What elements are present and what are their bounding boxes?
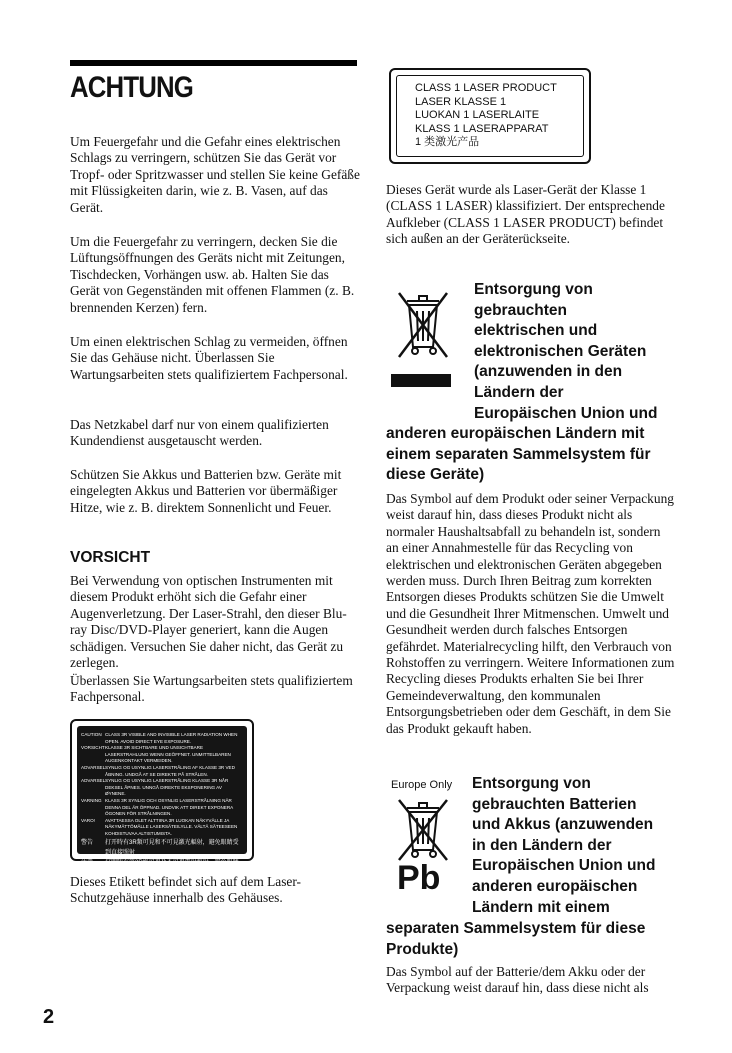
paragraph-powercord: Das Netzkabel darf nur von einem qualifizierten Kundendienst ausgetauscht werden. [70, 417, 329, 449]
label-caption: Dieses Etikett befindet sich auf dem Laser-Schutzgehäuse innerhalb des Gehäuses. [70, 874, 302, 906]
paragraph-ventilation: Um die Feuergefahr zu verringern, decken Sie die Lüftungsöffnungen des Geräts nicht mit Zeitungen, Tischdecken, Vorhängen usw. ab. Halten Sie das Gerät von Gegenständen mit offenen Flammen (z. B. brennenden Kerzen) fern. [70, 234, 355, 315]
title-rule [70, 60, 357, 66]
bin-underbar [391, 374, 451, 387]
crossed-bin-icon [393, 285, 453, 365]
laser-warning-label: CAUTION CLASS 3R VISIBLE AND INVISIBLE LASER RADIATION WHEN OPEN. AVOID DIRECT EYE EXPOSURE. VORSICHT KLASSE 3R SICHTBARE UND UNSICHTBARE LASERSTRAHLUNG WENN GEÖFFNET. UNMITTELBAREN AUGENKONTAKT VERMEIDEN. ADVARSEL SYNLIG OG USYNLIG LASERSTRÅLING AF KLASSE 3R VED ÅBNING. UNDGÅ AT SE DIREKTE PÅ STRÅLEN. ADVARSEL SYNLIG OG USYNLIG LASERSTRÅLING KLASSE 3R NÅR DEKSEL ÅPNES. UNNGÅ DIREKTE EKSPONERING AV ØYNENE. VARNING KLASS 3R SYNLIG OCH OSYNLIG LASERSTRÅLNING NÄR DENNA DEL ÄR ÖPPNAD. UNDVIK ATT DIREKT EXPONERA ÖGONEN FÖR STRÅLNINGEN. VARO! AVATTAESSA OLET ALTTIINA 3R LUOKAN NÄKYVÄLLE JA NÄKYMÄTTÖMÄLLE LASERSÄTEILYLLE. VÄLTÄ SÄTEESEEN KOHDISTUVAA ALTISTUMISTA. 警告 打开時有3R類可見和不可見激光輻射，避免眼睛受到直接照射 注意 打開時有第3R級可視及不可視雷射輻射，避免眼睛直接曝露 [70, 719, 254, 861]
europe-only-label: Europe Only [391, 779, 453, 791]
vorsicht-text-2: Überlassen Sie Wartungsarbeiten stets qualifiziertem Fachpersonal. [70, 673, 353, 705]
paragraph-fire: Um Feuergefahr und die Gefahr eines elektrischen Schlags zu verringern, schützen Sie das Gerät vor Tropf- oder Spritzwasser und stellen Sie keine Gefäße mit Flüssigkeiten darin, wie z. B. Vasen, auf das Gerät. [70, 134, 360, 215]
entsorgung1-text: Das Symbol auf dem Produkt oder seiner Verpackung weist darauf hin, dass dieses Produkt nicht als normaler Haushaltsabfall zu behandeln ist, sondern an einer Annahmestelle für das Recycling von elektrischen und elektronischen Geräten abgegeben werden muss. Durch Ihren Beitrag zum korrekten Entsorgen dieses Produkts schützen Sie die Umwelt und die Gesundheit Ihrer Mitmenschen. Umwelt und Gesundheit werden durch falsches Entsorgen gefährdet. Materialrecycling hilft, den Verbrauch von Rohstoffen zu verringern. Weitere Informationen zum Recycling dieses Produkts erhalten Sie bei Ihrer Gemeindeverwaltung, den kommunalen Entsorgungsbetrieben oder dem Geschäft, in dem Sie das Produkt gekauft haben. [386, 491, 675, 736]
crossed-battery-bin-icon [393, 794, 453, 866]
vorsicht-text: Bei Verwendung von optischen Instrumenten mit diesem Produkt erhöht sich die Gefahr einer Augenverletzung. Der Laser-Strahl, den dieser Blu-ray Disc/DVD-Player generiert, kann die Augen schädigen. Versuchen Sie daher nicht, das Gerät zu zerlegen. [70, 573, 347, 671]
paragraph-batteries: Schützen Sie Akkus und Batterien bzw. Geräte mit eingelegten Akkus und Batterien vor übermäßiger Hitze, wie z. B. direktem Sonnenlicht und Feuer. [70, 467, 342, 515]
entsorgung2-text: Das Symbol auf der Batterie/dem Akku oder der Verpackung weist darauf hin, dass diese nicht als [386, 964, 649, 996]
pb-symbol: Pb [397, 859, 441, 897]
entsorgung2-heading: Entsorgung von gebrauchten Batterien und Akkus (anzuwenden in den Ländern der Europäischen Union und anderen europäischen Ländern mit einem [472, 775, 656, 916]
entsorgung1-heading-cont: anderen europäischen Ländern mit einem separaten Sammelsystem für diese Geräte) [386, 425, 651, 484]
class1-laser-label: CLASS 1 LASER PRODUCT LASER KLASSE 1 LUOKAN 1 LASERLAITE KLASS 1 LASERAPPARAT 1 类激光产品 [389, 68, 591, 164]
vorsicht-heading: VORSICHT [70, 549, 151, 566]
entsorgung1-heading: Entsorgung von gebrauchten elektrischen und elektronischen Geräten (anzuwenden in den Ländern der Europäischen Union und [474, 281, 658, 422]
page-title: ACHTUNG [70, 71, 193, 104]
page-number: 2 [43, 1006, 55, 1028]
entsorgung2-heading-cont: separaten Sammelsystem für diese Produkte) [386, 920, 646, 958]
laser-class-text: Dieses Gerät wurde als Laser-Gerät der Klasse 1 (CLASS 1 LASER) klassifiziert. Der entsprechende Aufkleber (CLASS 1 LASER PRODUCT) befindet sich außen an der Geräterückseite. [386, 182, 665, 247]
paragraph-shock: Um einen elektrischen Schlag zu vermeiden, öffnen Sie das Gehäuse nicht. Überlassen Sie Wartungsarbeiten stets qualifiziertem Fachpersonal. [70, 334, 348, 382]
